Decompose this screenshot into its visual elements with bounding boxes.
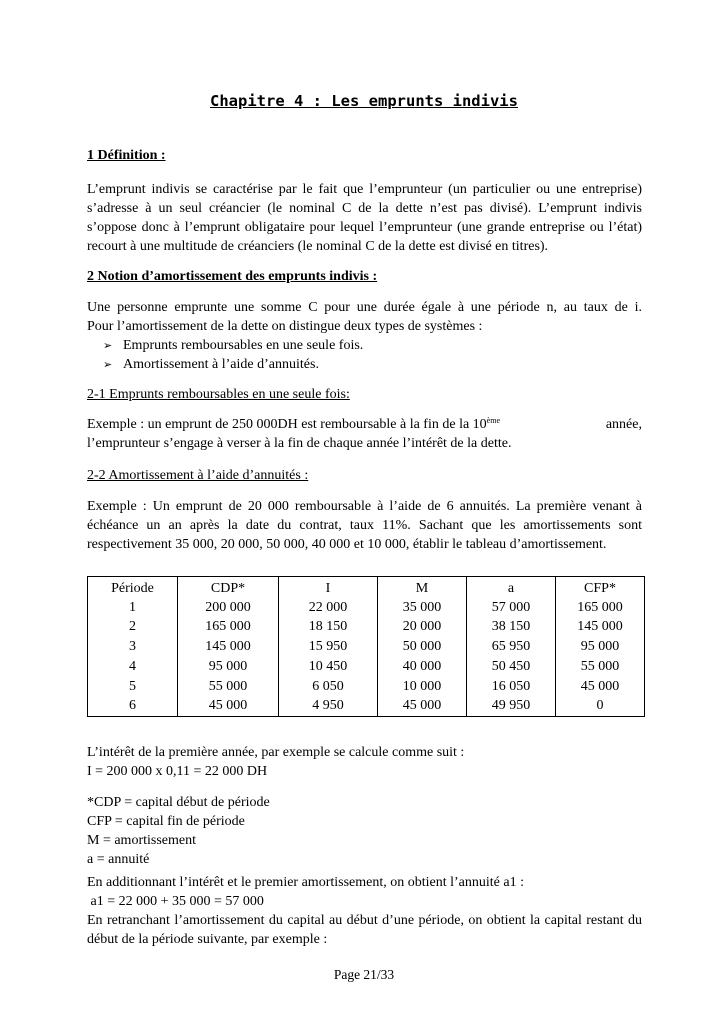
- table-cell: 49 950: [467, 696, 556, 716]
- abbreviation-legend: [87, 793, 642, 869]
- table-cell: 16 050: [467, 676, 556, 696]
- example-1-prefix: Exemple : un emprunt de 250 000DH est remboursable à la fin de la 10: [87, 417, 487, 432]
- table-cell: 65 950: [467, 637, 556, 657]
- table-cell: 200 000: [178, 598, 279, 618]
- example-2-paragraph: Exemple : Un emprunt de 20 000 remboursable à l’aide de 6 annuités. La première venant à échéance un an après la date du contrat, taux 11%. Sachant que les amortissements sont respectivement 35 000, 20 000, 50 000, 40 000 et 10 000, établir le tableau d’amortissement.: [87, 499, 642, 552]
- table-cell: 145 000: [178, 637, 279, 657]
- page-number: Page 21/33: [333, 967, 395, 982]
- table-cell: 45 000: [178, 696, 279, 716]
- table-cell: 3: [88, 637, 178, 657]
- table-cell: 0: [556, 696, 645, 716]
- table-cell: 38 150: [467, 617, 556, 637]
- table-cell: 95 000: [178, 657, 279, 677]
- table-cell: 22 000: [279, 598, 378, 618]
- legend-item: a = annuité: [87, 852, 150, 867]
- amortization-table: [87, 576, 645, 717]
- list-item: [87, 336, 642, 355]
- list-item-label: Amortissement à l’aide d’annuités.: [123, 357, 319, 372]
- table-row: [88, 637, 645, 657]
- remaining-capital-paragraph: En retranchant l’amortissement du capital au début d’une période, on obtient la capital restant du début de la période suivante, par exemple :: [87, 913, 642, 947]
- table-cell: 55 000: [178, 676, 279, 696]
- list-item: [87, 355, 642, 374]
- table-row: [88, 676, 645, 696]
- example-1-line-1: [87, 415, 642, 434]
- table-cell: 57 000: [467, 598, 556, 618]
- table-cell: 5: [88, 676, 178, 696]
- example-1-suffix: année,: [605, 417, 642, 432]
- table-row: [88, 696, 645, 716]
- table-row: [88, 617, 645, 637]
- table-cell: 165 000: [178, 617, 279, 637]
- column-header: CDP*: [178, 577, 279, 598]
- section-2-heading: 2 Notion d’amortissement des emprunts indivis :: [87, 269, 378, 284]
- table-cell: 6: [88, 696, 178, 716]
- section-2-line-2: Pour l’amortissement de la dette on distingue deux types de systèmes :: [87, 319, 483, 334]
- section-2-line-1: Une personne emprunte une somme C pour une durée égale à une période n, au taux de i.: [87, 300, 642, 315]
- table-cell: 1: [88, 598, 178, 618]
- table-cell: 20 000: [378, 617, 467, 637]
- table-cell: 40 000: [378, 657, 467, 677]
- list-item-label: Emprunts remboursables en une seule fois.: [123, 338, 364, 353]
- annuity-line-1: En additionnant l’intérêt et le premier amortissement, on obtient l’annuité a1 :: [87, 875, 524, 890]
- table-row: [88, 598, 645, 618]
- column-header: Période: [88, 577, 178, 598]
- chapter-title: Chapitre 4 : Les emprunts indivis: [210, 92, 518, 110]
- arrow-bullet-icon: ➢: [103, 339, 113, 352]
- systems-list: [87, 336, 642, 374]
- table-row: [88, 657, 645, 677]
- table-cell: 4 950: [279, 696, 378, 716]
- legend-item: CFP = capital fin de période: [87, 814, 245, 829]
- table-cell: 15 950: [279, 637, 378, 657]
- table-cell: 55 000: [556, 657, 645, 677]
- column-header: a: [467, 577, 556, 598]
- table-cell: 145 000: [556, 617, 645, 637]
- interest-formula: I = 200 000 x 0,11 = 22 000 DH: [87, 764, 268, 779]
- table-header-row: [88, 577, 645, 598]
- table-cell: 35 000: [378, 598, 467, 618]
- annuity-formula: a1 = 22 000 + 35 000 = 57 000: [87, 894, 264, 909]
- interest-line-1: L’intérêt de la première année, par exemple se calcule comme suit :: [87, 745, 465, 760]
- definition-paragraph: L’emprunt indivis se caractérise par le fait que l’emprunteur (un particulier ou une entreprise) s’adresse à un seul créancier (le nominal C de la dette n’est pas divisé). L’emprunt indivis s’oppose donc à l’emprunt obligataire pour lequel l’emprunteur (une grande entreprise ou l’état) recourt à une multitude de créanciers (le nominal C de la dette est divisé en titres).: [87, 182, 642, 254]
- table-cell: 4: [88, 657, 178, 677]
- superscript-eme: ème: [486, 416, 500, 425]
- table-cell: 95 000: [556, 637, 645, 657]
- table-cell: 2: [88, 617, 178, 637]
- column-header: I: [279, 577, 378, 598]
- section-1-heading: 1 Définition :: [87, 148, 166, 163]
- table-cell: 45 000: [378, 696, 467, 716]
- table-cell: 10 000: [378, 676, 467, 696]
- table-cell: 6 050: [279, 676, 378, 696]
- table-cell: 10 450: [279, 657, 378, 677]
- example-1-text: [87, 415, 500, 434]
- table-cell: 165 000: [556, 598, 645, 618]
- table-cell: 18 150: [279, 617, 378, 637]
- section-2-1-heading: 2-1 Emprunts remboursables en une seule fois:: [87, 387, 350, 402]
- section-2-2-heading: 2-2 Amortissement à l’aide d’annuités :: [87, 468, 309, 483]
- table-cell: 50 000: [378, 637, 467, 657]
- arrow-bullet-icon: ➢: [103, 358, 113, 371]
- column-header: CFP*: [556, 577, 645, 598]
- column-header: M: [378, 577, 467, 598]
- legend-item: *CDP = capital début de période: [87, 795, 270, 810]
- example-1-line-2: l’emprunteur s’engage à verser à la fin de chaque année l’intérêt de la dette.: [87, 436, 512, 451]
- table-cell: 50 450: [467, 657, 556, 677]
- legend-item: M = amortissement: [87, 833, 196, 848]
- table-cell: 45 000: [556, 676, 645, 696]
